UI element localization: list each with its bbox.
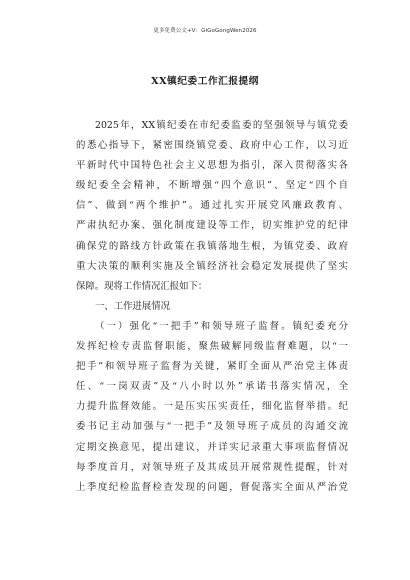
body-line: 力提升监督效能。一是压实压实责任，细化监督举措。纪 bbox=[76, 401, 348, 413]
body-line: 每季度首月，对领导班子及其成员开展常规性提醒，针对 bbox=[76, 461, 348, 473]
body-line: （一）强化“一把手”和领导班子监督。镇纪委充分 bbox=[95, 320, 348, 332]
body-line: 信”、做到“两个维护”。通过扎实开展党风廉政教育、 bbox=[76, 200, 348, 212]
header-note: 更多免费公文+V：GiGoGongWen2026 bbox=[153, 28, 257, 34]
document-body bbox=[76, 116, 348, 498]
body-line: 2025年，XX镇纪委在市纪委监委的坚强领导与镇党委 bbox=[95, 120, 348, 131]
body-line: 上季度纪检监督检查发现的问题，督促落实全面从严治党 bbox=[76, 481, 348, 493]
body-line: 严肃执纪办案、强化制度建设等工作，切实维护党的纪律 bbox=[76, 220, 348, 232]
body-line: 把手”和领导班子监督为关键，紧盯全面从严治党主体责 bbox=[76, 361, 348, 373]
body-line: 发挥纪检专责监督职能，聚焦破解同级监督难题，以“一 bbox=[76, 341, 348, 353]
body-line: 的悉心指导下，紧密围绕镇党委、政府中心工作，以习近 bbox=[76, 140, 348, 152]
body-line: 级纪委全会精神，不断增强“四个意识”、坚定“四个自 bbox=[76, 180, 348, 192]
body-line: 平新时代中国特色社会主义思想为指引，深入贯彻落实各 bbox=[76, 160, 348, 172]
body-line: 委书记主动加强与“一把手”及领导班子成员的沟通交流 bbox=[76, 421, 348, 433]
body-line: 定期交换意见，提出建议，并详实记录重大事项监督情况 bbox=[76, 441, 348, 453]
body-line: 保障。现将工作情况汇报如下： bbox=[76, 280, 208, 292]
document-title: XX镇纪委工作汇报提纲 bbox=[151, 76, 259, 87]
body-line: 任、“一岗双责”及“八小时以外”承诺书落实情况，全 bbox=[76, 381, 348, 393]
body-line: 确保党的路线方针政策在我镇落地生根，为镇党委、政府 bbox=[76, 240, 348, 252]
body-line: 重大决策的顺利实施及全镇经济社会稳定发展提供了坚实 bbox=[76, 260, 348, 272]
body-line: 一、工作进展情况 bbox=[95, 300, 171, 312]
